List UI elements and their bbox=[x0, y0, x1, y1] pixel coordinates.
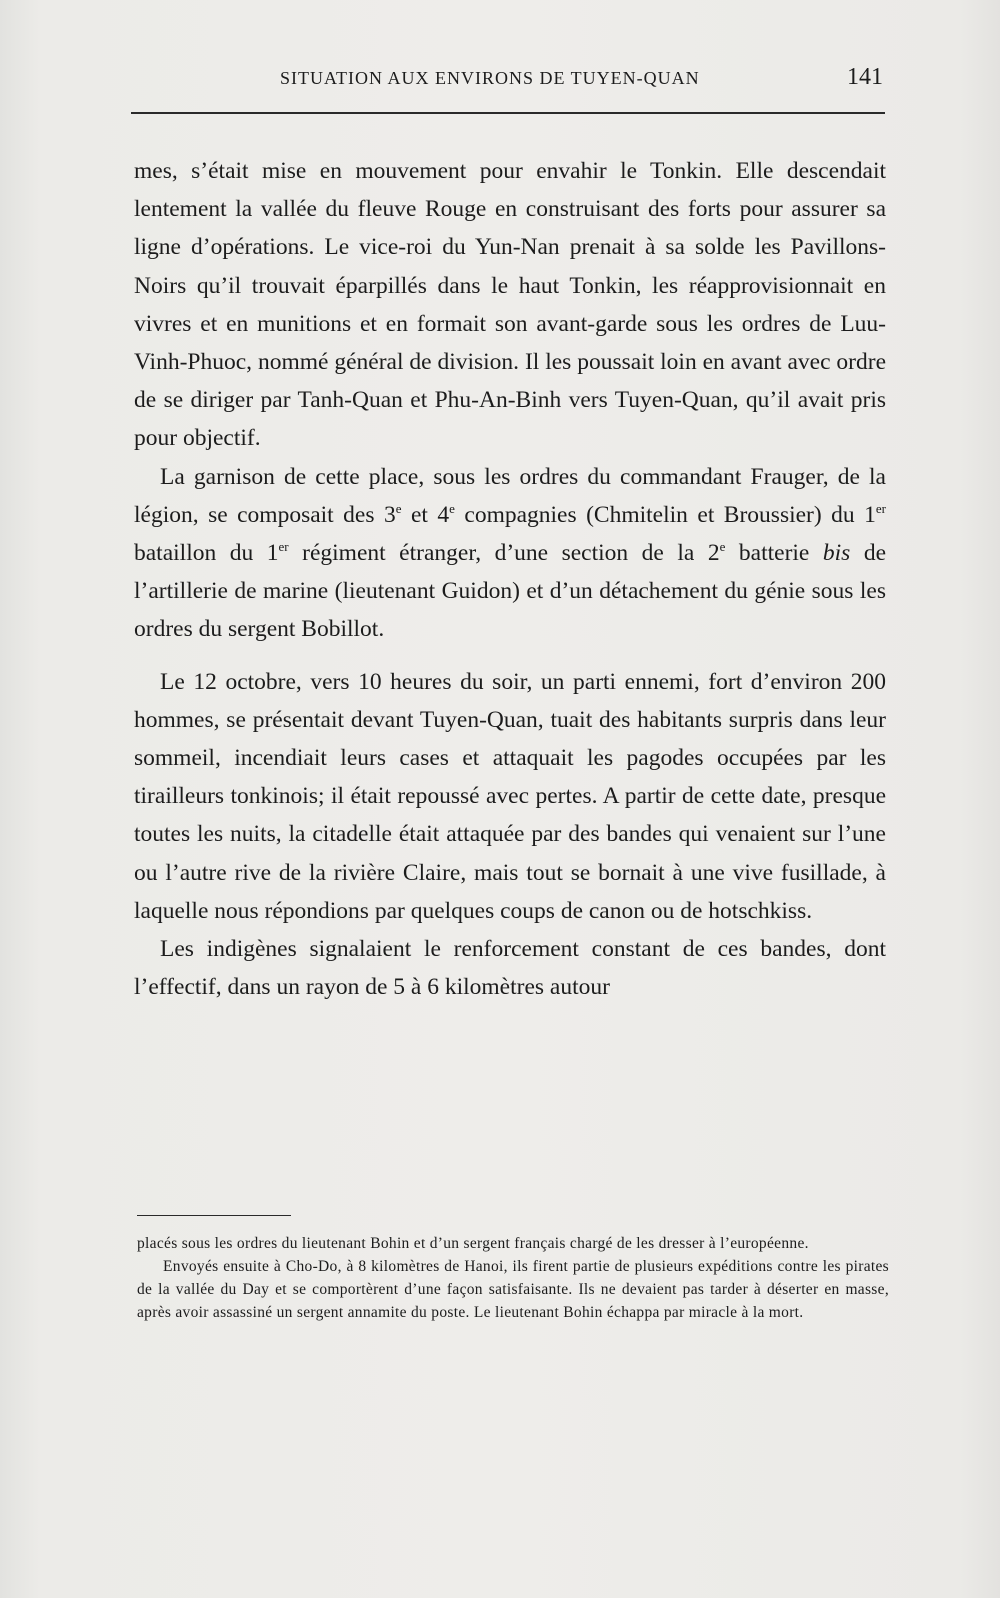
footnote-paragraph: Envoyés ensuite à Cho-Do, à 8 kilomètres de Hanoi, ils firent partie de plusieurs expéditions contre les pirates de la vallée du Day et se comportèrent d’une façon satisfaisante. Ils ne devaient pas tarder à déserter en masse, après avoir assassiné un sergent annamite du poste. Le lieutenant Bohin échappa par miracle à la mort. bbox=[137, 1258, 889, 1321]
text-run: régiment étranger, d’une section de la 2 bbox=[288, 540, 720, 567]
paragraph-attack: Le 12 octobre, vers 10 heures du soir, un parti ennemi, fort d’environ 200 hommes, se présentait devant Tuyen-Quan, tuait des habitants surpris dans leur sommeil, incendiait leurs cases et attaquait les pagodes occupées par les tirailleurs tonkinois; il était repoussé avec pertes. A partir de cette date, presque toutes les nuits, la citadelle était attaquée par des bandes qui venaient sur l’une ou l’autre rive de la rivière Claire, mais tout se bornait à une vive fusillade, à laquelle nous répondions par quelques coups de canon ou de hotschkiss. bbox=[134, 668, 886, 924]
paragraph-garrison bbox=[134, 458, 886, 649]
superscript: er bbox=[875, 501, 886, 516]
footnote-rule bbox=[137, 1215, 291, 1216]
running-title: SITUATION AUX ENVIRONS DE TUYEN-QUAN bbox=[280, 68, 700, 88]
header-rule bbox=[131, 112, 885, 114]
paragraph-continued: mes, s’était mise en mouvement pour envahir le Tonkin. Elle descendait lentement la vallée du fleuve Rouge en construisant des forts pour assurer sa ligne d’opérations. Le vice-roi du Yun-Nan prenait à sa solde les Pavillons-Noirs qu’il trouvait éparpillés dans le haut Tonkin, les réapprovisionnait en vivres et en munitions et en formait son avant-garde sous les ordres de Luu-Vinh-Phuoc, nommé général de division. Il les poussait loin en avant avec ordre de se diriger par Tanh-Quan et Phu-An-Binh vers Tuyen-Quan, qu’il avait pris pour objectif. bbox=[134, 158, 886, 452]
text-run: compagnies (Chmitelin et Broussier) du 1 bbox=[454, 501, 876, 528]
superscript: e bbox=[449, 501, 455, 516]
italic-text: bis bbox=[822, 540, 851, 567]
text-run: La garnison de cette place, sous les ordres du commandant Frauger, de la légion, se composait des 3 bbox=[134, 463, 886, 528]
body-text bbox=[134, 152, 886, 1006]
running-head bbox=[135, 64, 885, 94]
superscript: e bbox=[395, 501, 402, 516]
paragraph-reinforcement: Les indigènes signalaient le renforcement constant de ces bandes, dont l’effectif, dans un rayon de 5 à 6 kilomètres autour bbox=[134, 936, 886, 1001]
superscript: er bbox=[278, 539, 289, 555]
page-number: 141 bbox=[847, 64, 883, 90]
footnotes bbox=[137, 1232, 889, 1324]
text-run: batterie bbox=[725, 540, 823, 567]
superscript: e bbox=[719, 539, 726, 555]
text-run: de l’artillerie de marine (lieutenant Guidon) et d’un détachement du génie sous les ordres du sergent Bobillot. bbox=[134, 540, 887, 643]
text-run: bataillon du 1 bbox=[134, 540, 279, 567]
text-run: et 4 bbox=[401, 501, 450, 528]
footnote-continued: placés sous les ordres du lieutenant Bohin et d’un sergent français chargé de les dresser à l’européenne. bbox=[137, 1235, 809, 1252]
